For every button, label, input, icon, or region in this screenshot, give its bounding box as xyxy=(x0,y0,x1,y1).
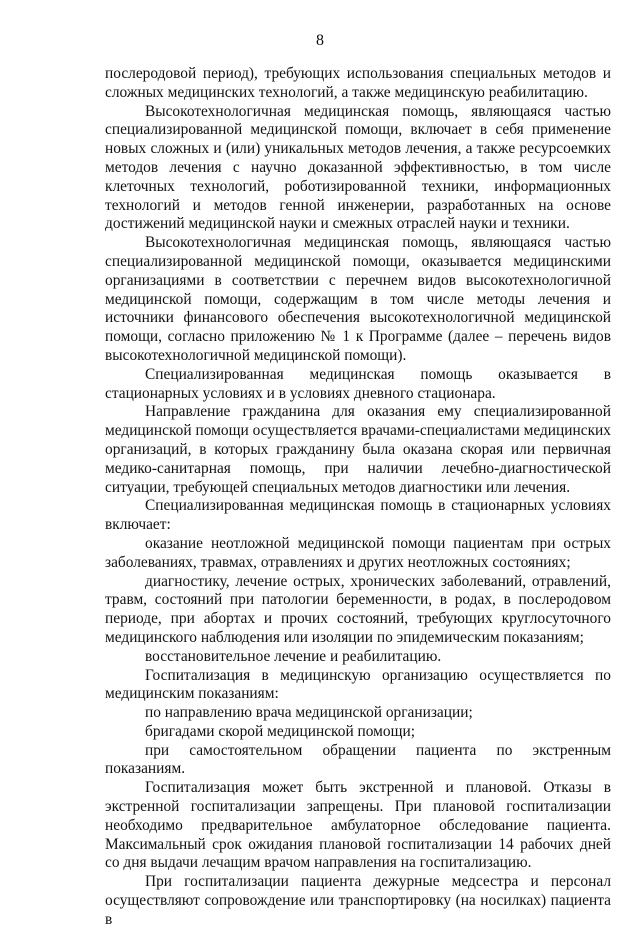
paragraph: Специализированная медицинская помощь в стационарных условиях включает: xyxy=(105,497,611,534)
paragraph: Госпитализация в медицинскую организацию осуществляется по медицинским показаниям: xyxy=(105,666,611,703)
list-item: диагностику, лечение острых, хронических заболеваний, отравлений, травм, состояний при патологии беременности, в родах, в послеродовом периоде, при абортах и прочих состояний, требующих круглосуточного медицинского наблюдения или изоляции по эпидемическим показаниям; xyxy=(105,572,611,646)
paragraph: послеродовой период), требующих использования специальных методов и сложных медицинских технологий, а также медицинскую реабилитацию. xyxy=(105,65,611,101)
document-body xyxy=(105,65,611,930)
paragraph: Госпитализация может быть экстренной и плановой. Отказы в экстренной госпитализации запрещены. При плановой госпитализации необходимо предварительное амбулаторное обследование пациента. Максимальный срок ожидания плановой госпитализации 14 рабочих дней со дня выдачи лечащим врачом направления на госпитализацию. xyxy=(105,779,611,872)
list-item: при самостоятельном обращении пациента по экстренным показаниям. xyxy=(105,741,611,778)
list-item: восстановительное лечение и реабилитацию. xyxy=(145,647,442,665)
list-item: бригадами скорой медицинской помощи; xyxy=(145,722,415,740)
page-number: 8 xyxy=(316,32,324,49)
paragraph: Направление гражданина для оказания ему специализированной медицинской помощи осуществляется врачами-специалистами медицинских организаций, в которых гражданину была оказана скорая или первичная медико-санитарная помощь, при наличии лечебно-диагностической ситуации, требующей специальных методов диагностики или лечения. xyxy=(105,403,611,496)
paragraph: Высокотехнологичная медицинская помощь, являющаяся частью специализированной медицинской помощи, оказывается медицинскими организациями в соответствии с перечнем видов высокотехнологичной медицинской помощи, содержащим в том числе методы лечения и источники финансового обеспечения высокотехнологичной медицинской помощи, согласно приложению № 1 к Программе (далее – перечень видов высокотехнологичной медицинской помощи). xyxy=(105,234,611,364)
paragraph: При госпитализации пациента дежурные медсестра и персонал осуществляют сопровождение или транспортировку (на носилках) пациента в xyxy=(105,873,611,928)
paragraph: Специализированная медицинская помощь оказывается в стационарных условиях и в условиях дневного стационара. xyxy=(105,365,611,402)
list-item: по направлению врача медицинской организации; xyxy=(145,704,473,722)
list-item: оказание неотложной медицинской помощи пациентам при острых заболеваниях, травмах, отравлениях и других неотложных состояниях; xyxy=(105,534,611,571)
paragraph: Высокотехнологичная медицинская помощь, являющаяся частью специализированной медицинской помощи, включает в себя применение новых сложных и (или) уникальных методов лечения, а также ресурсоемких методов лечения с научно доказанной эффективностью, в том числе клеточных технологий, роботизированной техники, информационных технологий и методов генной инженерии, разработанных на основе достижений медицинской науки и смежных отраслей науки и техники. xyxy=(105,102,611,233)
